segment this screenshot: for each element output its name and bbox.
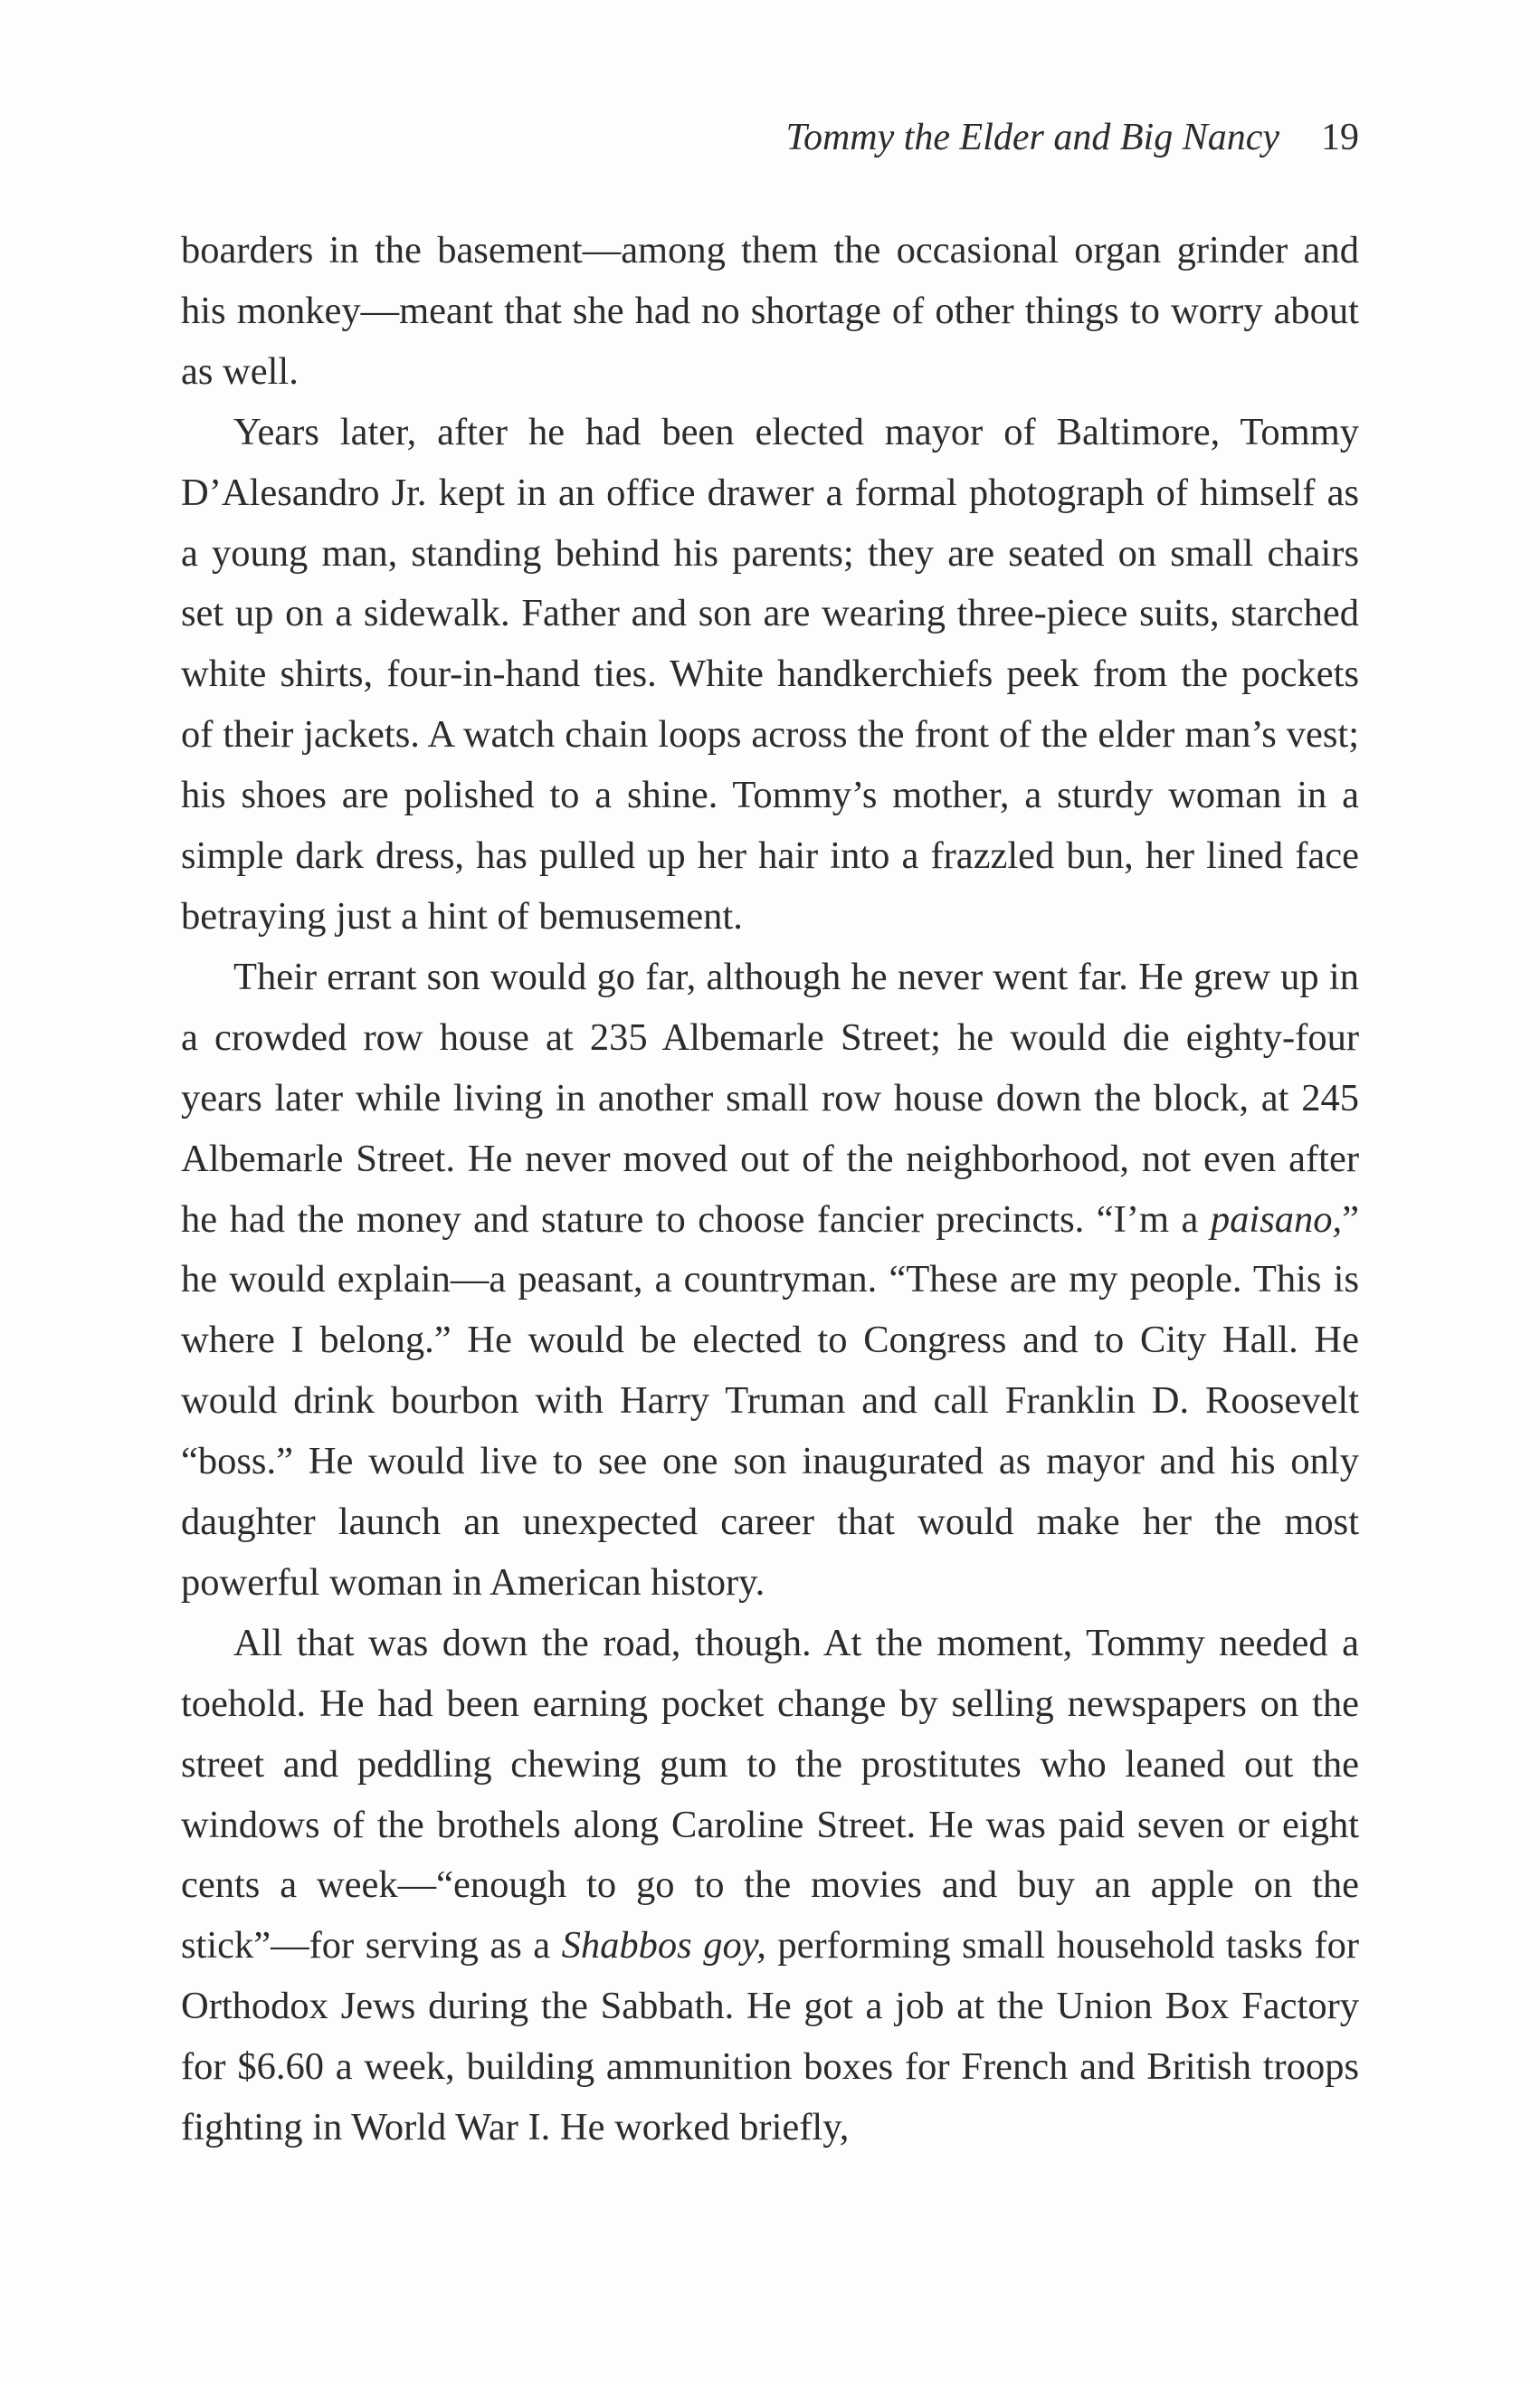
italic-term: paisano, bbox=[1210, 1197, 1343, 1241]
paragraph-text: boarders in the basement—among them the occasional organ grinder and his monkey—meant that she had no shortage of other things to worry about as well. bbox=[181, 229, 1359, 393]
paragraph-text: All that was down the road, though. At the moment, Tommy needed a toehold. He had been earning pocket change by selling newspapers on the street and peddling chewing gum to the prostitutes who leaned out the windows of the brothels along Caroline Street. He was paid seven or eight cents a week—“enough to go to the movies and buy an apple on the stick”—for serving as a bbox=[181, 1621, 1359, 1968]
paragraph-text: performing small household tasks for Orthodox Jews during the Sabbath. He got a job at the Union Box Factory for $6.60 a week, building ammunition boxes for French and British troops fighting in World War I. He worked briefly, bbox=[181, 1924, 1360, 2149]
running-head bbox=[181, 110, 1359, 165]
paragraph-text: Their errant son would go far, although he never went far. He grew up in a crowded row house at 235 Albemarle Street; he would die eighty-four years later while living in another small row house down the block, at 245 Albemarle Street. He never moved out of the neighborhood, not even after he had the money and stature to choose fancier precincts. “I’m a bbox=[181, 955, 1359, 1241]
paragraph bbox=[181, 1614, 1359, 2158]
page-number: 19 bbox=[1321, 117, 1359, 158]
paragraph-text: ” he would explain—a peasant, a countryman. “These are my people. This is where I belong.” He would be elected to Congress and to City Hall. He would drink bourbon with Harry Truman and call Franklin D. Roosevelt “boss.” He would live to see one son inaugurated as mayor and his only daughter launch an unexpected career that would make her the most powerful woman in American history. bbox=[181, 1197, 1359, 1604]
running-head-title: Tommy the Elder and Big Nancy bbox=[785, 117, 1279, 158]
paragraph bbox=[181, 221, 1359, 403]
body-text bbox=[181, 221, 1359, 2158]
paragraph-text: Years later, after he had been elected mayor of Baltimore, Tommy D’Alesandro Jr. kept in an office drawer a formal photograph of himself as a young man, standing behind his parents; they are seated on small chairs set up on a sidewalk. Father and son are wearing three-piece suits, starched white shirts, four-in-hand ties. White handkerchiefs peek from the pockets of their jackets. A watch chain loops across the front of the elder man’s vest; his shoes are polished to a shine. Tommy’s mother, a sturdy woman in a simple dark dress, has pulled up her hair into a frazzled bun, her lined face betraying just a hint of bemusement. bbox=[181, 410, 1359, 938]
italic-term: Shabbos goy, bbox=[561, 1924, 766, 1968]
paragraph bbox=[181, 403, 1359, 948]
paragraph bbox=[181, 948, 1359, 1614]
